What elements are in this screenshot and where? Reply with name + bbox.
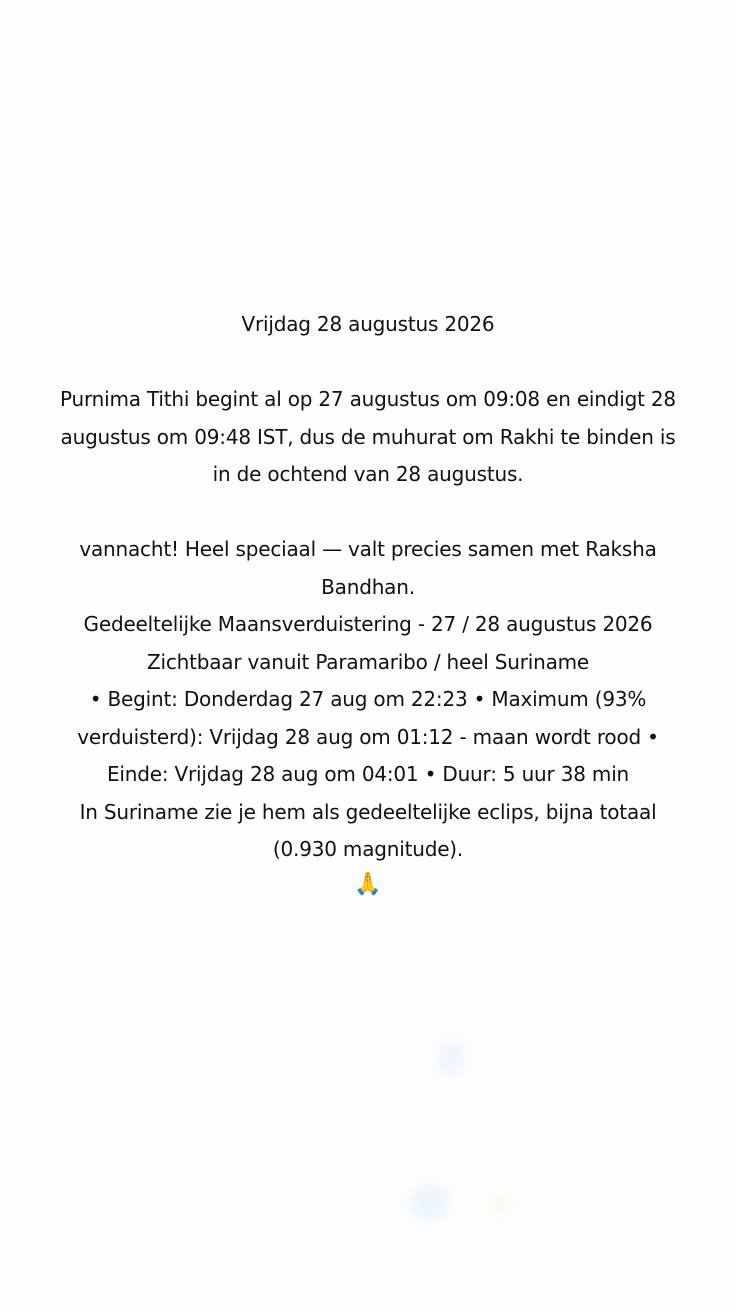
date-heading: Vrijdag 28 augustus 2026 xyxy=(241,312,495,336)
faint-sparkle-decoration xyxy=(438,1040,464,1076)
intro-line: vannacht! Heel speciaal — valt precies samen met Raksha Bandhan. xyxy=(79,537,657,599)
timing-line: • Begint: Donderdag 27 aug om 22:23 • Maximum (93% verduisterd): Vrijdag 28 aug om 01:12 - maan wordt rood • Einde: Vrijdag 28 aug om 04:01 • Duur: 5 uur 38 min xyxy=(77,687,659,786)
magnitude-line: In Suriname zie je hem als gedeeltelijke eclips, bijna totaal (0.930 magnitude). xyxy=(79,799,657,861)
faint-sparkle-decoration xyxy=(410,1185,450,1219)
faint-sparkle-decoration xyxy=(490,1195,510,1215)
purnima-paragraph: Purnima Tithi begint al op 27 augustus om 09:08 en eindigt 28 augustus om 09:48 IST, dus de muhurat om Rakhi te binden is in de ochtend van 28 augustus. xyxy=(60,387,676,486)
folded-hands-icon: 🙏 xyxy=(354,872,382,897)
eclipse-paragraph xyxy=(60,531,676,869)
visibility-line: Zichtbaar vanuit Paramaribo / heel Suriname xyxy=(146,649,590,674)
eclipse-title-line: Gedeeltelijke Maansverduistering - 27 / 28 augustus 2026 xyxy=(83,612,653,636)
